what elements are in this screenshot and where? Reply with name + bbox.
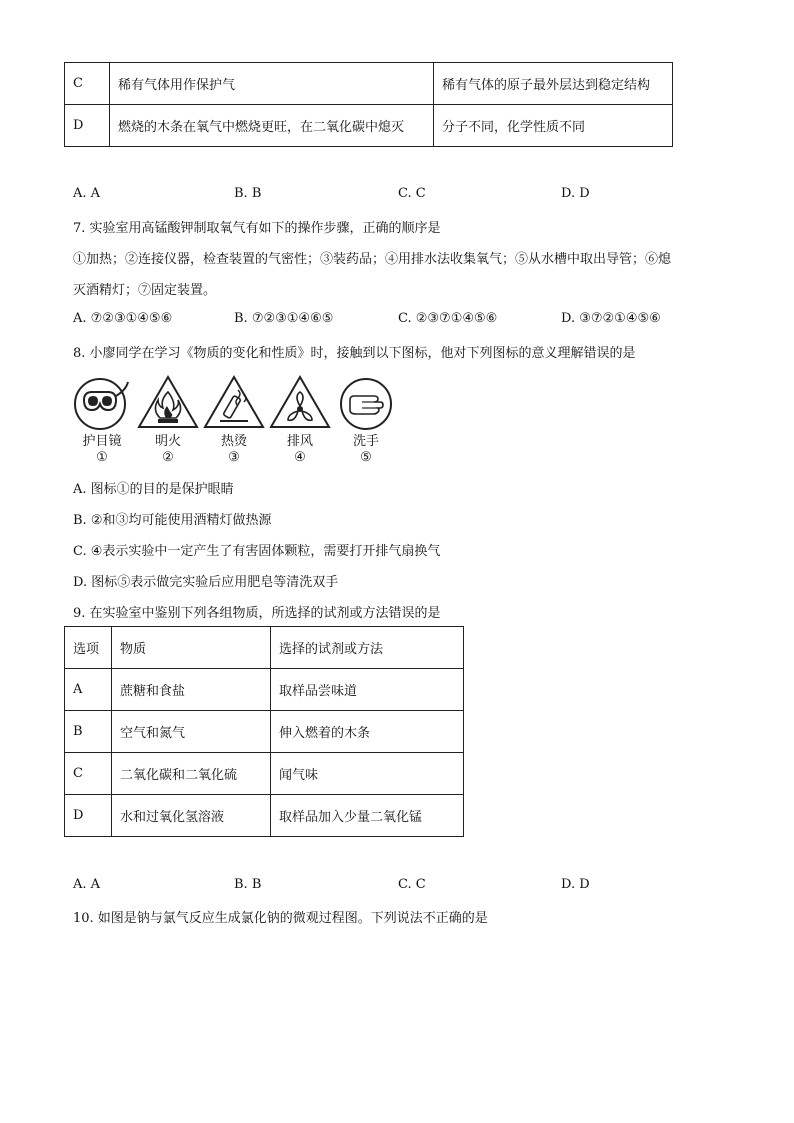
- hot-surface-warning-icon: [202, 374, 266, 430]
- table-header: 物质: [112, 627, 271, 669]
- q7-option-d: D. ③⑦②①④⑤⑥: [561, 311, 661, 326]
- table-header: 选项: [65, 627, 112, 669]
- q8-option-c: C. ④表示实验中一定产生了有害固体颗粒，需要打开排气扇换气: [73, 544, 441, 559]
- q7-option-a: A. ⑦②③①④⑤⑥: [73, 311, 173, 326]
- q6-option-c: C. C: [398, 186, 426, 201]
- q9-stem: 9. 在实验室中鉴别下列各组物质，所选择的试剂或方法错误的是: [73, 606, 441, 621]
- table-cell: 闻气味: [271, 753, 464, 795]
- q6-cell-explanation: 稀有气体的原子最外层达到稳定结构: [434, 63, 673, 105]
- q8-stem: 8. 小廖同学在学习《物质的变化和性质》时，接触到以下图标，他对下列图标的意义理解错误的是: [73, 346, 636, 361]
- table-cell: 伸入燃着的木条: [271, 711, 464, 753]
- icon-number: ③: [228, 450, 240, 465]
- table-cell: D: [65, 795, 112, 837]
- icon-caption: 明火: [154, 434, 181, 449]
- icon-number: ④: [294, 450, 306, 465]
- q7-steps-line2: 灭酒精灯；⑦固定装置。: [73, 283, 217, 298]
- q7-steps-line1: ①加热；②连接仪器，检查装置的气密性；③装药品；④用排水法收集氧气；⑤从水槽中取出导管；⑥熄: [73, 252, 672, 267]
- q10-stem: 10. 如图是钠与氯气反应生成氯化钠的微观过程图。下列说法不正确的是: [73, 911, 488, 926]
- table-header-row: [65, 627, 464, 669]
- q8-option-b: B. ②和③均可能使用酒精灯做热源: [73, 513, 272, 528]
- q6-cell-option: C: [65, 63, 110, 105]
- q7-stem: 7. 实验室用高锰酸钾制取氧气有如下的操作步骤，正确的顺序是: [73, 221, 441, 236]
- table-header: 选择的试剂或方法: [271, 627, 464, 669]
- icon-caption: 护目镜: [82, 434, 122, 449]
- goggles-icon: [70, 374, 134, 430]
- icon-number: ⑤: [360, 450, 372, 465]
- q6-cell-explanation: 分子不同，化学性质不同: [434, 105, 673, 147]
- q7-option-c: C. ②③⑦①④⑤⑥: [398, 311, 498, 326]
- q9-option-c: C. C: [398, 877, 426, 892]
- icon-caption: 热烫: [220, 434, 247, 449]
- table-row: [65, 753, 464, 795]
- q6-option-d: D. D: [561, 186, 590, 201]
- q6-cell-option: D: [65, 105, 110, 147]
- table-row: [65, 105, 673, 147]
- q6-option-a: A. A: [73, 186, 101, 201]
- table-row: [65, 711, 464, 753]
- wash-hands-icon: [334, 374, 398, 430]
- q8-option-d: D. 图标⑤表示做完实验后应用肥皂等清洗双手: [73, 575, 339, 590]
- table-cell: 蔗糖和食盐: [112, 669, 271, 711]
- table-row: [65, 795, 464, 837]
- table-cell: B: [65, 711, 112, 753]
- q6-cell-fact: 稀有气体用作保护气: [110, 63, 434, 105]
- table-row: [65, 63, 673, 105]
- q6-option-b: B. B: [234, 186, 262, 201]
- table-cell: C: [65, 753, 112, 795]
- table-cell: 取样品尝味道: [271, 669, 464, 711]
- table-cell: 取样品加入少量二氧化锰: [271, 795, 464, 837]
- icon-caption: 洗手: [352, 434, 379, 449]
- table-row: [65, 669, 464, 711]
- q6-cell-fact: 燃烧的木条在氧气中燃烧更旺，在二氧化碳中熄灭: [110, 105, 434, 147]
- q8-option-a: A. 图标①的目的是保护眼睛: [73, 482, 234, 497]
- table-cell: 空气和氮气: [112, 711, 271, 753]
- q6-table: [64, 62, 673, 147]
- icon-number: ①: [96, 450, 108, 465]
- q7-option-b: B. ⑦②③①④⑥⑤: [234, 311, 334, 326]
- q9-option-b: B. B: [234, 877, 262, 892]
- table-cell: 二氧化碳和二氧化硫: [112, 753, 271, 795]
- q9-option-d: D. D: [561, 877, 590, 892]
- q9-table: [64, 626, 464, 837]
- q9-option-a: A. A: [73, 877, 101, 892]
- table-cell: A: [65, 669, 112, 711]
- flame-warning-icon: [136, 374, 200, 430]
- icon-number: ②: [162, 450, 174, 465]
- icon-caption: 排风: [286, 434, 313, 449]
- ventilation-fan-icon: [268, 374, 332, 430]
- table-cell: 水和过氧化氢溶液: [112, 795, 271, 837]
